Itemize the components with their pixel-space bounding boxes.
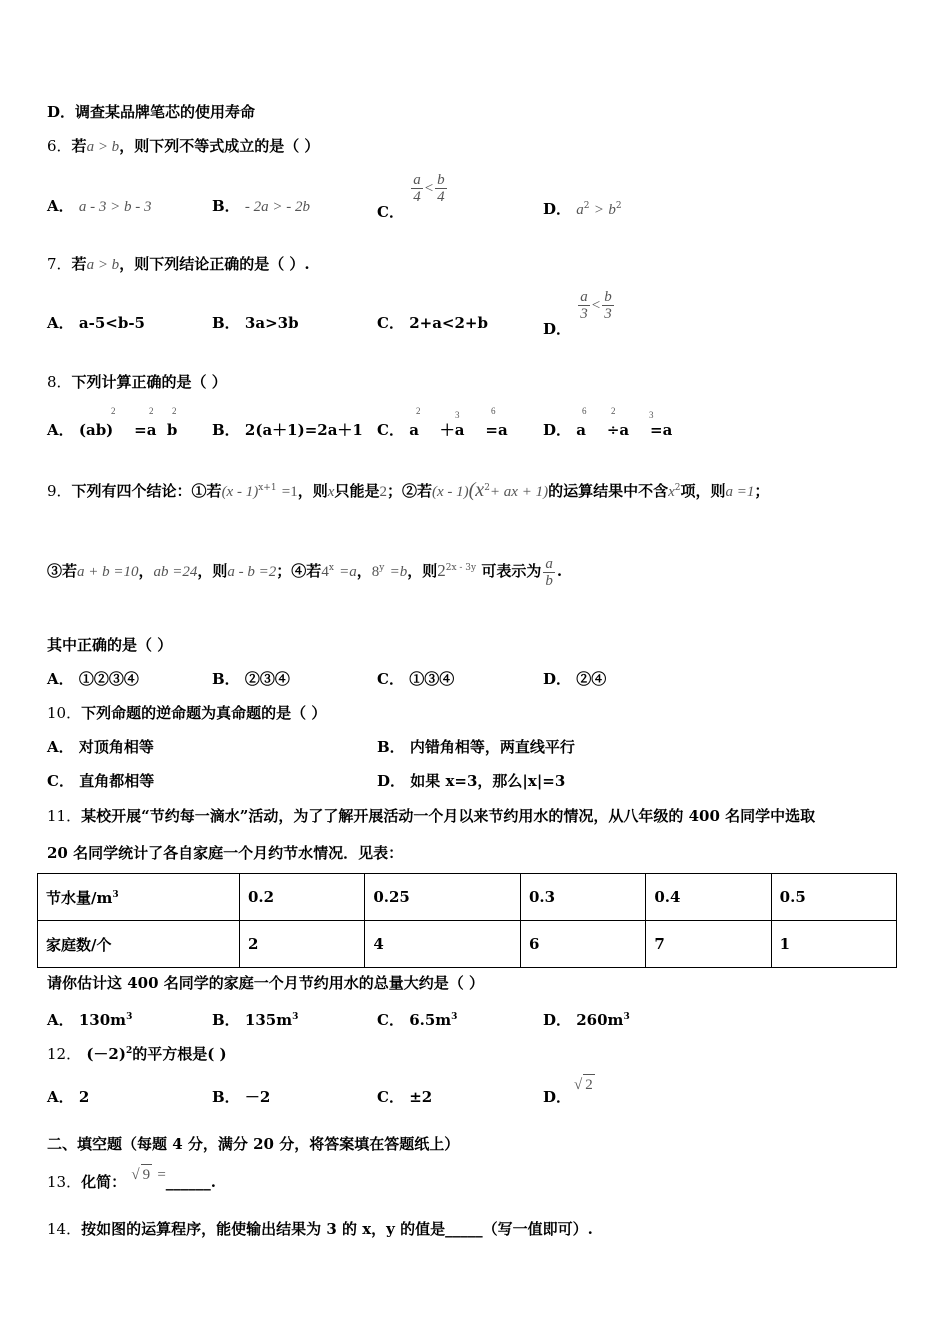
- q11-ask: 请你估计这 400 名同学的家庭一个月节约用水的总量大约是（ ）: [47, 974, 484, 992]
- section2-title: 二、填空题（每题 4 分，满分 20 分，将答案填在答题纸上）: [47, 1135, 460, 1153]
- q8-d-exp1: 6: [582, 406, 587, 416]
- q8-option-a: A． (ab) =a b: [47, 421, 178, 439]
- q8-option-d: D． a ÷a =a: [543, 421, 673, 439]
- q6-stem: 6．若a > b，则下列不等式成立的是（ ）: [47, 137, 320, 155]
- q7-option-b: B． 3a>3b: [212, 314, 299, 332]
- q10-option-d: D． 如果 x=3，那么|x|=3: [377, 772, 566, 790]
- q8-a-exp3: 2: [172, 406, 177, 416]
- q9-stem-line2: ③若a + b =10，ab =24，则a - b =2；④若4$^x$ =a，8$^y$ =b，则$2^{2x - 3y}$ 可表示为 $\frac{a}{b}$ .: [47, 555, 563, 589]
- q8-c-exp2: 3: [455, 410, 460, 420]
- q11-option-c: C． $6.5m^3$: [377, 1011, 458, 1029]
- q11-stem-line2: 20 名同学统计了各自家庭一个月约节水情况．见表：: [47, 844, 404, 862]
- q7-option-a: A． a-5<b-5: [47, 314, 145, 332]
- table-cell: 0.2: [240, 874, 365, 921]
- water-saving-table: [37, 873, 897, 968]
- q7-option-d: D． $\frac{a}{3}$ < $\frac{b}{3}$: [543, 289, 612, 338]
- q6-option-c: C． $\frac{a}{4}$ < $\frac{b}{4}$: [377, 172, 445, 221]
- q8-option-b: B． 2(a＋1)=2a＋1: [212, 421, 363, 439]
- q9-option-d: D． ②④: [543, 670, 607, 688]
- q13-stem: 13．化简： √ 9 =______.: [47, 1172, 216, 1193]
- q8-a-exp1: 2: [111, 406, 116, 416]
- q12-option-b: B． －2: [212, 1088, 271, 1106]
- q6-option-b: B． - 2a > - 2b: [212, 197, 311, 215]
- q12-option-d-sqrt: √ 2: [574, 1074, 595, 1095]
- table-cell: 0.3: [521, 874, 646, 921]
- q11-option-b: B． $135m^3$: [212, 1011, 299, 1029]
- table-cell: 6: [521, 921, 646, 968]
- q6-option-d: D． $a^2 > b^2$: [543, 200, 622, 218]
- table-cell: 7: [646, 921, 771, 968]
- q11-option-d: D． $260m^3$: [543, 1011, 630, 1029]
- q5-option-d: D．调查某品牌笔芯的使用寿命: [47, 103, 256, 121]
- q9-option-c: C． ①③④: [377, 670, 455, 688]
- q8-d-exp2: 2: [611, 406, 616, 416]
- q12-option-c: C． ±2: [377, 1088, 433, 1106]
- table-cell: 2: [240, 921, 365, 968]
- table-cell: 0.4: [646, 874, 771, 921]
- table-row: [38, 921, 897, 968]
- q8-a-exp2: 2: [149, 406, 154, 416]
- q10-option-c: C． 直角都相等: [47, 772, 155, 790]
- q8-c-exp1: 2: [416, 406, 421, 416]
- q7-option-c: C． 2+a<2+b: [377, 314, 488, 332]
- q8-d-exp3: 3: [649, 410, 654, 420]
- q12-stem: 12． $(-2)^2$的平方根是( ): [47, 1045, 227, 1063]
- table-cell: 4: [365, 921, 521, 968]
- q8-stem: 8．下列计算正确的是（ ）: [47, 373, 227, 391]
- table-row: [38, 874, 897, 921]
- q7-stem: 7．若a > b，则下列结论正确的是（ ）.: [47, 255, 310, 273]
- q10-stem: 10．下列命题的逆命题为真命题的是（ ）: [47, 704, 327, 722]
- q11-stem-line1: 11．某校开展“节约每一滴水”活动，为了了解开展活动一个月以来节约用水的情况，从八年级的 400 名同学中选取: [47, 807, 816, 825]
- q8-c-exp3: 6: [491, 406, 496, 416]
- q6-option-a: A． a - 3 > b - 3: [47, 197, 152, 215]
- table-header-cell: 节水量$/m^3$: [38, 874, 240, 921]
- table-cell: 0.5: [771, 874, 896, 921]
- table-cell: 1: [771, 921, 896, 968]
- q10-option-a: A． 对顶角相等: [47, 738, 154, 756]
- q11-option-a: A． $130m^3$: [47, 1011, 133, 1029]
- table-cell: 0.25: [365, 874, 521, 921]
- q9-ask: 其中正确的是（ ）: [47, 636, 173, 654]
- q12-option-a: A． 2: [47, 1088, 90, 1106]
- q12-option-d: D．: [543, 1088, 572, 1106]
- q9-stem-line1: 9．下列有四个结论：①若(x - 1)$^{x+1}$ =1，则x只能是2；②若$(x - 1)(x^2+$ ax + 1)的运算结果中不含$x^2$项，则a =1；: [47, 479, 770, 501]
- q10-option-b: B． 内错角相等，两直线平行: [377, 738, 575, 756]
- q8-option-c: C． a ＋a =a: [377, 421, 508, 439]
- table-header-cell: 家庭数/个: [38, 921, 240, 968]
- q9-option-b: B． ②③④: [212, 670, 290, 688]
- q14-stem: 14．按如图的运算程序，能使输出结果为 3 的 x，y 的值是_____（写一值即可）.: [47, 1220, 593, 1238]
- q9-option-a: A． ①②③④: [47, 670, 139, 688]
